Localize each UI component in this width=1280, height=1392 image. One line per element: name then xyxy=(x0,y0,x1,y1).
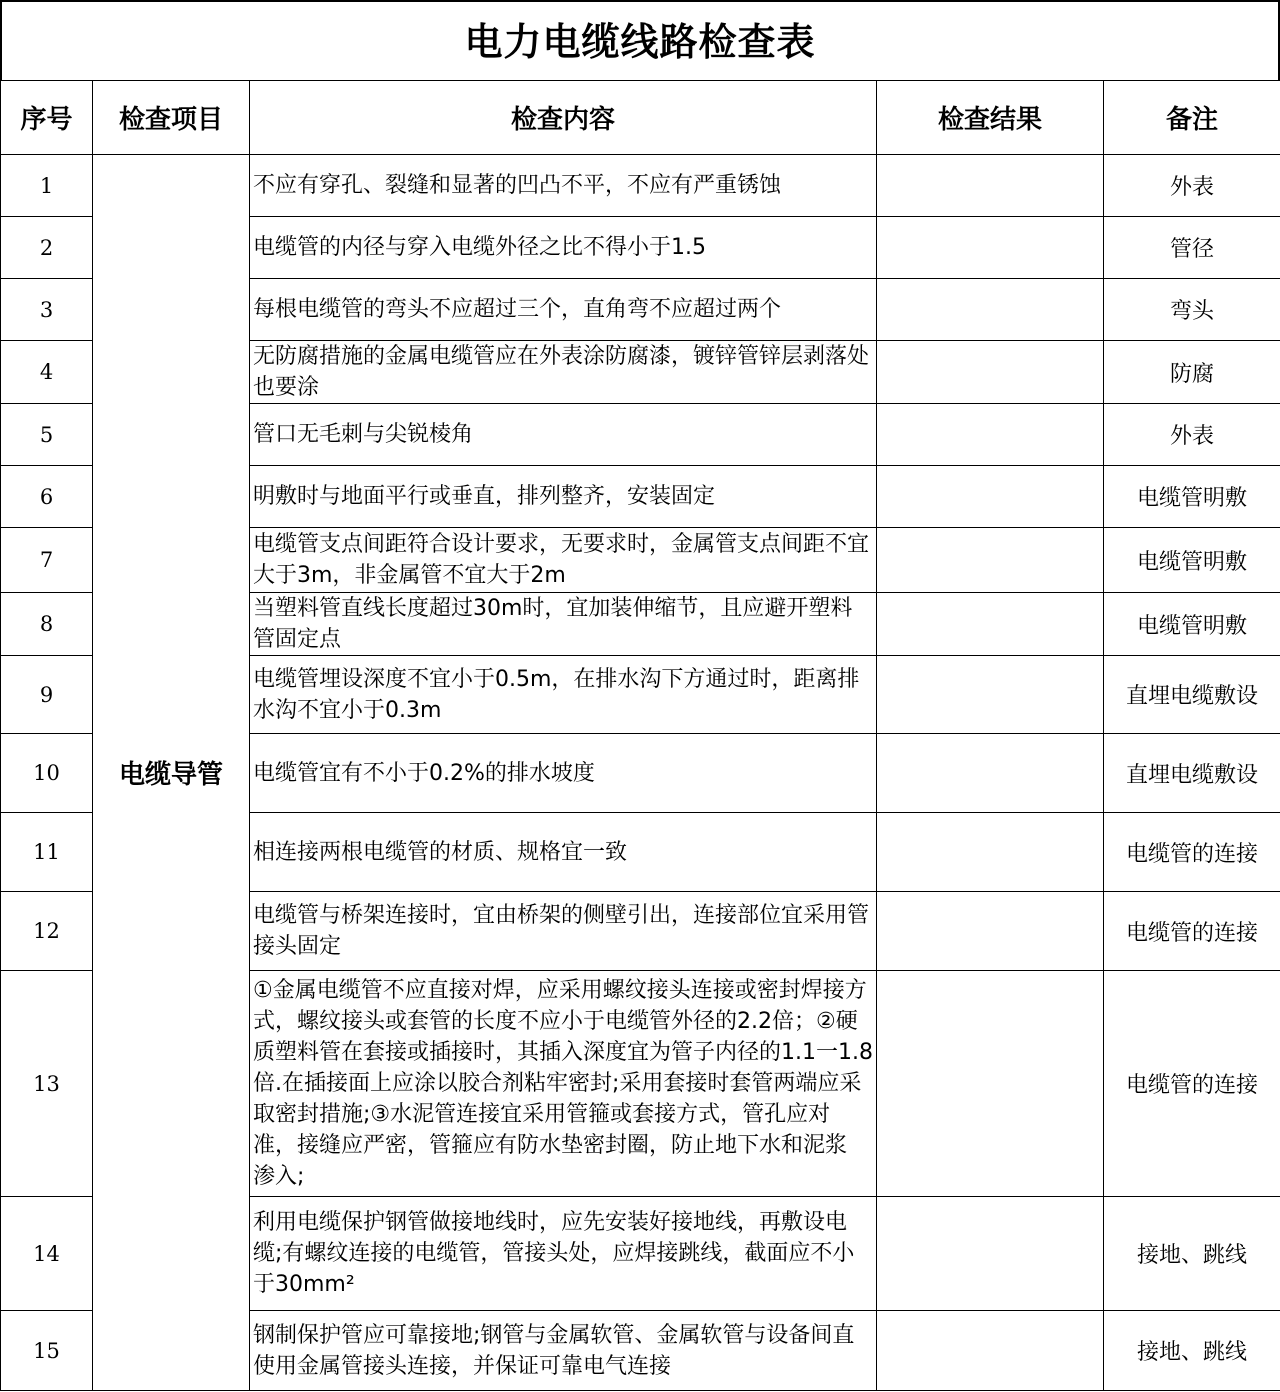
row-content: 不应有穿孔、裂缝和显著的凹凸不平，不应有严重锈蚀 xyxy=(250,155,877,217)
row-content: 相连接两根电缆管的材质、规格宜一致 xyxy=(250,813,877,892)
row-result-cell[interactable] xyxy=(877,528,1104,593)
row-remark: 电缆管的连接 xyxy=(1104,971,1280,1197)
row-content: 明敷时与地面平行或垂直，排列整齐，安装固定 xyxy=(250,466,877,528)
row-index: 4 xyxy=(1,341,93,404)
row-content: 电缆管宜有不小于0.2%的排水坡度 xyxy=(250,734,877,813)
row-content: ①金属电缆管不应直接对焊，应采用螺纹接头连接或密封焊接方式，螺纹接头或套管的长度不应小于电缆管外径的2.2倍；②硬质塑料管在套接或插接时，其插入深度宜为管子内径的1.1一1.8倍.在插接面上应涂以胶合剂粘牢密封;采用套接时套管两端应采取密封措施;③水泥管连接宜采用管箍或套接方式，管孔应对准，接缝应严密，管箍应有防水垫密封圈，防止地下水和泥浆 渗入; xyxy=(250,971,877,1197)
row-remark: 电缆管的连接 xyxy=(1104,813,1280,892)
table-row xyxy=(1,155,1280,217)
row-index: 13 xyxy=(1,971,93,1197)
row-result-cell[interactable] xyxy=(877,466,1104,528)
row-result-cell[interactable] xyxy=(877,1197,1104,1311)
table-body xyxy=(1,155,1280,1391)
row-result-cell[interactable] xyxy=(877,404,1104,466)
row-index: 9 xyxy=(1,656,93,734)
row-content: 电缆管埋设深度不宜小于0.5m，在排水沟下方通过时，距离排水沟不宜小于0.3m xyxy=(250,656,877,734)
row-result-cell[interactable] xyxy=(877,734,1104,813)
inspection-item-cell: 电缆导管 xyxy=(93,155,250,1391)
sheet-title: 电力电缆线路检查表 xyxy=(0,0,1280,80)
row-index: 5 xyxy=(1,404,93,466)
row-index: 15 xyxy=(1,1311,93,1391)
row-index: 6 xyxy=(1,466,93,528)
header-item: 检查项目 xyxy=(93,81,250,155)
row-result-cell[interactable] xyxy=(877,217,1104,279)
row-remark: 外表 xyxy=(1104,155,1280,217)
header-index: 序号 xyxy=(1,81,93,155)
row-content: 当塑料管直线长度超过30m时，宜加装伸缩节，且应避开塑料管固定点 xyxy=(250,593,877,656)
row-remark: 外表 xyxy=(1104,404,1280,466)
row-result-cell[interactable] xyxy=(877,971,1104,1197)
row-content: 电缆管的内径与穿入电缆外径之比不得小于1.5 xyxy=(250,217,877,279)
row-remark: 电缆管明敷 xyxy=(1104,466,1280,528)
header-row xyxy=(1,81,1280,155)
row-result-cell[interactable] xyxy=(877,656,1104,734)
row-index: 14 xyxy=(1,1197,93,1311)
row-content: 电缆管支点间距符合设计要求，无要求时，金属管支点间距不宜大于3m，非金属管不宜大于2m xyxy=(250,528,877,593)
row-content: 电缆管与桥架连接时，宜由桥架的侧壁引出，连接部位宜采用管接头固定 xyxy=(250,892,877,971)
row-result-cell[interactable] xyxy=(877,892,1104,971)
row-result-cell[interactable] xyxy=(877,1311,1104,1391)
row-result-cell[interactable] xyxy=(877,341,1104,404)
row-result-cell[interactable] xyxy=(877,155,1104,217)
row-content: 每根电缆管的弯头不应超过三个，直角弯不应超过两个 xyxy=(250,279,877,341)
row-remark: 电缆管明敷 xyxy=(1104,528,1280,593)
inspection-table xyxy=(0,80,1280,1391)
row-index: 2 xyxy=(1,217,93,279)
row-remark: 电缆管明敷 xyxy=(1104,593,1280,656)
row-index: 10 xyxy=(1,734,93,813)
row-content: 利用电缆保护钢管做接地线时，应先安装好接地线，再敷设电缆;有螺纹连接的电缆管，管接头处，应焊接跳线，截面应不小于30mm² xyxy=(250,1197,877,1311)
row-remark: 管径 xyxy=(1104,217,1280,279)
row-remark: 接地、跳线 xyxy=(1104,1197,1280,1311)
row-remark: 弯头 xyxy=(1104,279,1280,341)
row-index: 8 xyxy=(1,593,93,656)
row-content: 无防腐措施的金属电缆管应在外表涂防腐漆，镀锌管锌层剥落处也要涂 xyxy=(250,341,877,404)
row-remark: 直埋电缆敷设 xyxy=(1104,734,1280,813)
header-result: 检查结果 xyxy=(877,81,1104,155)
row-result-cell[interactable] xyxy=(877,813,1104,892)
row-index: 11 xyxy=(1,813,93,892)
row-result-cell[interactable] xyxy=(877,593,1104,656)
header-remark: 备注 xyxy=(1104,81,1280,155)
header-content: 检查内容 xyxy=(250,81,877,155)
row-result-cell[interactable] xyxy=(877,279,1104,341)
row-remark: 直埋电缆敷设 xyxy=(1104,656,1280,734)
row-content: 钢制保护管应可靠接地;钢管与金属软管、金属软管与设备间直使用金属管接头连接，并保证可靠电气连接 xyxy=(250,1311,877,1391)
row-remark: 电缆管的连接 xyxy=(1104,892,1280,971)
row-index: 3 xyxy=(1,279,93,341)
row-index: 1 xyxy=(1,155,93,217)
row-index: 7 xyxy=(1,528,93,593)
row-remark: 防腐 xyxy=(1104,341,1280,404)
row-content: 管口无毛刺与尖锐棱角 xyxy=(250,404,877,466)
row-remark: 接地、跳线 xyxy=(1104,1311,1280,1391)
row-index: 12 xyxy=(1,892,93,971)
